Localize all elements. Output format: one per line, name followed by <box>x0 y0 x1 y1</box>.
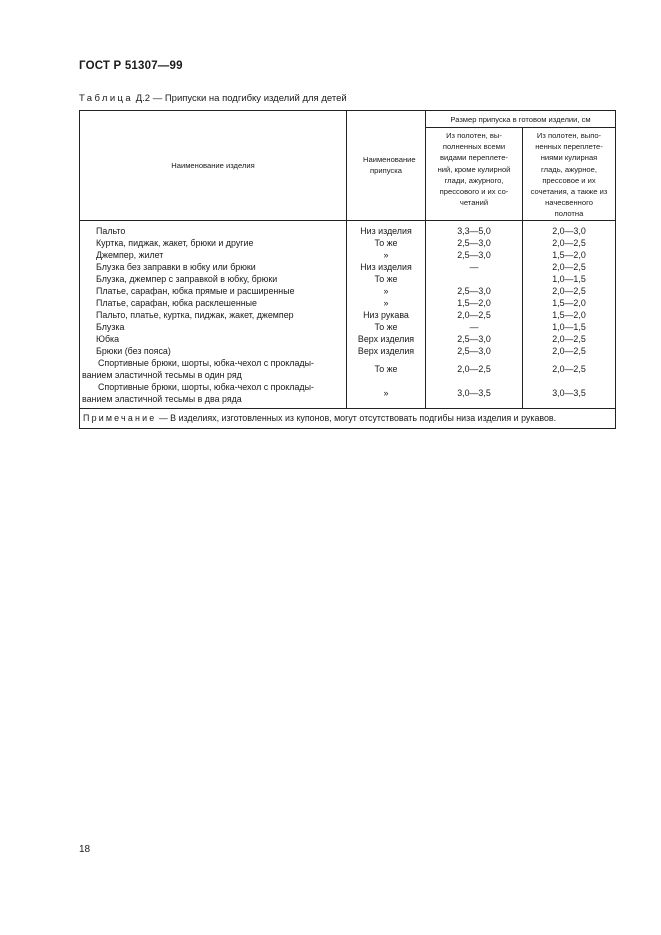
cell-value-other: 3,0—3,5 <box>426 381 523 409</box>
table-row <box>80 357 616 381</box>
cell-item-name: Спортивные брюки, шорты, юбка-чехол с проклады-ванием эластичной тесьмы в один ряд <box>80 357 347 381</box>
cell-value-other <box>426 273 523 285</box>
table-row <box>80 381 616 409</box>
cell-allowance: Верх изделия <box>347 333 426 345</box>
cell-value-knit: 1,5—2,0 <box>523 309 616 321</box>
cell-value-other: 2,0—2,5 <box>426 309 523 321</box>
header-col-other-fabrics <box>426 128 523 221</box>
cell-item-name: Платье, сарафан, юбка прямые и расширенные <box>80 285 347 297</box>
table-row <box>80 261 616 273</box>
page-number: 18 <box>79 844 91 855</box>
table-caption-label: Таблица <box>79 93 134 104</box>
table-note <box>80 408 616 429</box>
cell-item-name: Куртка, пиджак, жакет, брюки и другие <box>80 237 347 249</box>
header-col1-text: Из полотен, вы-полненных всеми видами переплете-ний, кроме кулирной глади, ажурного, прессового и их со-четаний <box>437 131 511 208</box>
cell-value-other: 2,5—3,0 <box>426 237 523 249</box>
cell-value-knit: 2,0—2,5 <box>523 285 616 297</box>
cell-allowance: » <box>347 381 426 409</box>
table-body <box>80 220 616 408</box>
cell-value-knit: 2,0—2,5 <box>523 357 616 381</box>
cell-item-name: Юбка <box>80 333 347 345</box>
table-row <box>80 309 616 321</box>
cell-value-knit: 3,0—3,5 <box>523 381 616 409</box>
cell-item-name: Блузка без заправки в юбку или брюки <box>80 261 347 273</box>
cell-allowance: Низ изделия <box>347 261 426 273</box>
cell-value-knit: 1,5—2,0 <box>523 249 616 261</box>
table-row <box>80 220 616 237</box>
header-size-group: Размер припуска в готовом изделии, см <box>426 111 616 128</box>
cell-value-other: — <box>426 321 523 333</box>
table-row <box>80 297 616 309</box>
table-row <box>80 237 616 249</box>
table-row <box>80 333 616 345</box>
table-caption-text: Д.2 — Припуски на подгибку изделий для детей <box>133 93 347 104</box>
cell-value-knit: 2,0—2,5 <box>523 333 616 345</box>
cell-value-knit: 1,0—1,5 <box>523 273 616 285</box>
cell-item-name: Блузка <box>80 321 347 333</box>
cell-item-name: Пальто <box>80 220 347 237</box>
cell-allowance: То же <box>347 273 426 285</box>
cell-allowance: То же <box>347 357 426 381</box>
cell-item-name: Блузка, джемпер с заправкой в юбку, брюки <box>80 273 347 285</box>
cell-value-other: 2,5—3,0 <box>426 333 523 345</box>
cell-value-other: 1,5—2,0 <box>426 297 523 309</box>
cell-allowance: То же <box>347 237 426 249</box>
standard-title: ГОСТ Р 51307—99 <box>79 60 183 72</box>
cell-value-knit: 2,0—2,5 <box>523 237 616 249</box>
table-row <box>80 285 616 297</box>
cell-value-other: — <box>426 261 523 273</box>
cell-item-name: Платье, сарафан, юбка расклешенные <box>80 297 347 309</box>
table-row <box>80 249 616 261</box>
cell-value-knit: 2,0—2,5 <box>523 345 616 357</box>
cell-value-knit: 2,0—2,5 <box>523 261 616 273</box>
cell-allowance: Низ рукава <box>347 309 426 321</box>
note-label: Примечание <box>83 412 157 423</box>
cell-item-name: Джемпер, жилет <box>80 249 347 261</box>
cell-item-name: Брюки (без пояса) <box>80 345 347 357</box>
table-row <box>80 273 616 285</box>
cell-allowance: » <box>347 249 426 261</box>
cell-value-other: 2,0—2,5 <box>426 357 523 381</box>
cell-allowance: Верх изделия <box>347 345 426 357</box>
cell-value-knit: 2,0—3,0 <box>523 220 616 237</box>
cell-allowance: Низ изделия <box>347 220 426 237</box>
cell-allowance: » <box>347 285 426 297</box>
cell-item-name: Пальто, платье, куртка, пиджак, жакет, джемпер <box>80 309 347 321</box>
cell-value-other: 2,5—3,0 <box>426 285 523 297</box>
cell-value-other: 2,5—3,0 <box>426 345 523 357</box>
header-col-knit-fabrics <box>523 128 616 221</box>
header-allowance-name <box>347 111 426 221</box>
cell-value-knit: 1,0—1,5 <box>523 321 616 333</box>
cell-value-other: 2,5—3,0 <box>426 249 523 261</box>
table-row <box>80 321 616 333</box>
cell-allowance: » <box>347 297 426 309</box>
header-item-name: Наименование изделия <box>80 111 347 221</box>
note-text: — В изделиях, изготовленных из купонов, могут отсутствовать подгибы низа изделия и рукавов. <box>156 412 557 423</box>
cell-value-knit: 1,5—2,0 <box>523 297 616 309</box>
table-caption <box>79 93 347 104</box>
cell-value-other: 3,3—5,0 <box>426 220 523 237</box>
header-col2-text: Из полотен, выпо-ненных переплете-ниями кулирная гладь, ажурное, прессовое и их сочетания, а также из начесвенного полотна <box>530 131 608 219</box>
allowance-table <box>79 110 616 429</box>
cell-allowance: То же <box>347 321 426 333</box>
header-allowance-text: Наименование припуска <box>363 155 416 176</box>
table-row <box>80 345 616 357</box>
cell-item-name: Спортивные брюки, шорты, юбка-чехол с проклады-ванием эластичной тесьмы в два ряда <box>80 381 347 409</box>
